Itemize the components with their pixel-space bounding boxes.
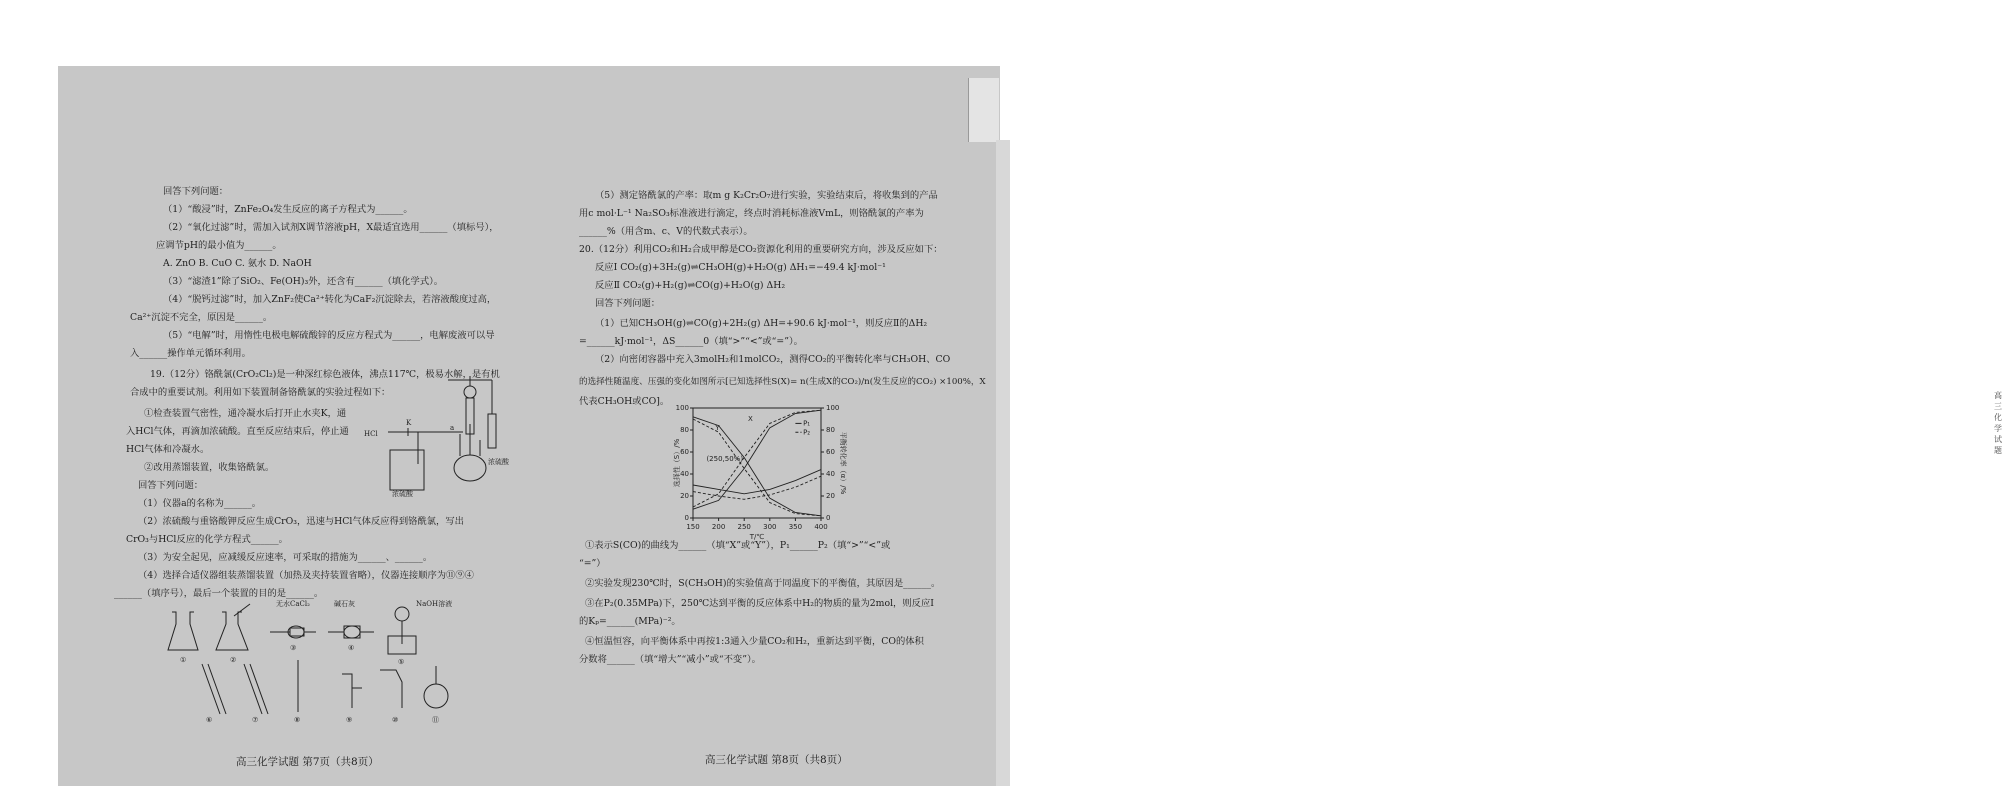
text-line: （5）“电解”时，用惰性电极电解硫酸锌的反应方程式为______，电解废液可以导 (163, 330, 495, 341)
text-line: 回答下列问题： (138, 480, 204, 491)
text-line: （3）为安全起见，应减缓反应速率，可采取的措施为______、______。 (138, 552, 433, 563)
text-line: 反应Ⅱ CO₂(g)+H₂(g)⇌CO(g)+H₂O(g) ΔH₂ (595, 280, 786, 291)
text-line: 合成中的重要试剂。利用如下装置制备铬酰氯的实验过程如下： (130, 387, 391, 398)
scanned-exam-sheet (58, 66, 1000, 786)
funnel-bulb (395, 607, 409, 621)
glassware-number: ③ (290, 644, 297, 652)
text-line: （1）“酸浸”时，ZnFe₂O₄发生反应的离子方程式为______。 (163, 204, 413, 215)
text-line: ①检查装置气密性，通冷凝水后打开止水夹K，通 (144, 408, 347, 419)
text-line: HCl气体和冷凝水。 (126, 444, 210, 455)
page-footer: 高三化学试题 第8页（共8页） (705, 754, 848, 766)
glassware-label: NaOH溶液 (416, 600, 453, 608)
conical-flask-1 (168, 612, 198, 650)
x-tick-label: 200 (711, 523, 726, 531)
glassware-number: ⑪ (432, 716, 439, 724)
series-line (693, 419, 821, 516)
text-line: ______（填序号），最后一个装置的目的是______。 (114, 588, 324, 599)
round-flask-11 (424, 684, 448, 708)
text-line: Ca²⁺沉淀不完全，原因是______。 (130, 312, 273, 323)
glassware-number: ⑤ (398, 658, 405, 666)
text-line: 回答下列问题： (595, 298, 661, 309)
hcl-label: HCl (364, 430, 378, 438)
curve-label-y: Y (715, 424, 720, 432)
stacked-paper-edge (968, 78, 999, 142)
y-tick-label-left: 80 (680, 426, 689, 434)
y-axis-label-right: 平衡转化率（α）/% (839, 431, 847, 495)
conc-acid-label: 浓硫酸 (488, 458, 509, 466)
text-line: （4）选择合适仪器组装蒸馏装置（加热及夹持装置省略），仪器连接顺序为⑪⑨④ (138, 570, 474, 581)
dropping-funnel (464, 386, 476, 398)
text-line: （4）“脱钙过滤”时，加入ZnF₂使Ca²⁺转化为CaF₂沉淀除去，若溶液酸度过高， (163, 294, 497, 305)
text-line: 应调节pH的最小值为______。 (156, 240, 282, 251)
x-tick-label: 250 (737, 523, 751, 531)
text-line: （2）“氧化过滤”时，需加入试剂X调节溶液pH，X最适宜选用______（填标号）， (163, 222, 499, 233)
text-line: ______%（用含m、c、V的代数式表示）。 (579, 226, 753, 237)
y-tick-label-left: 0 (684, 514, 689, 522)
y-tick-label-left: 60 (680, 448, 689, 456)
text-line: 20.（12分）利用CO₂和H₂合成甲醇是CO₂资源化利用的重要研究方向，涉及反应如下： (579, 244, 943, 255)
x-tick-label: 400 (814, 523, 828, 531)
conical-flask-2 (216, 612, 248, 650)
text-line: “=”） (579, 558, 606, 569)
text-line: ①表示S(CO)的曲线为______（填“X”或“Y”），P₁______P₂（填“>”“<”或 (585, 540, 891, 551)
text-line: 入______操作单元循环利用。 (130, 348, 251, 359)
selectivity-conversion-chart (673, 398, 853, 541)
x-tick-label: 350 (788, 523, 803, 531)
text-line: （1）已知CH₃OH(g)⇌CO(g)+2H₂(g) ΔH=+90.6 kJ·mol⁻¹，则反应Ⅱ的ΔH₂ (595, 318, 928, 329)
y-tick-label-right: 80 (826, 426, 835, 434)
text-line: ③在P₂(0.35MPa)下，250℃达到平衡的反应体系中H₂的物质的量为2mol，则反应Ⅰ (585, 598, 934, 609)
three-neck-flask (454, 455, 486, 481)
series-line (693, 476, 821, 499)
text-line: （2）向密闭容器中充入3molH₂和1molCO₂，测得CO₂的平衡转化率与CH₃OH、CO (595, 354, 951, 365)
text-line: 反应Ⅰ CO₂(g)+3H₂(g)⇌CH₃OH(g)+H₂O(g) ΔH₁=−49.4 kJ·mol⁻¹ (595, 262, 886, 273)
y-axis-label-left: 选择性（S）/% (673, 438, 681, 488)
y-tick-label-right: 0 (826, 514, 831, 522)
a-label: a (450, 424, 455, 432)
page-8 (533, 66, 998, 786)
x-axis-label: T/℃ (749, 533, 765, 541)
y-tick-label-right: 40 (826, 470, 835, 478)
adapter-9 (342, 674, 362, 708)
text-line: A. ZnO B. CuO C. 氨水 D. NaOH (163, 258, 312, 269)
legend-label: P₂ (803, 428, 811, 437)
x-tick-label: 150 (686, 523, 700, 531)
drying-tube-soda-lime (328, 626, 374, 638)
text-line: 代表CH₃OH或CO]。 (579, 396, 670, 407)
legend-label: P₁ (803, 419, 811, 428)
y-tick-label-left: 40 (680, 470, 689, 478)
y-tick-label-right: 100 (826, 404, 840, 412)
k-label: K (406, 419, 412, 427)
text-line: CrO₃与HCl反应的化学方程式______。 (126, 534, 288, 545)
glassware-number: ⑨ (346, 716, 353, 724)
acid-label: 浓硫酸 (392, 490, 413, 498)
text-line: （5）测定铬酰氯的产率：取m g K₂Cr₂O₇进行实验，实验结束后，将收集到的产品 (595, 190, 938, 201)
text-line: =______kJ·mol⁻¹，ΔS______0（填“>”“<”或“=”）。 (579, 336, 803, 347)
side-condenser (488, 414, 496, 448)
text-line: 入HCl气体，再滴加浓硫酸。直至反应结束后，停止通 (126, 426, 349, 437)
glassware-number: ④ (348, 644, 355, 652)
text-line: （3）“滤渣1”除了SiO₂、Fe(OH)₃外，还含有______（填化学式）。 (163, 276, 444, 287)
plot-frame (693, 408, 821, 518)
glassware-label: 碱石灰 (334, 600, 355, 608)
glassware-label: 无水CaCl₂ (276, 600, 310, 608)
y-tick-label-left: 100 (675, 404, 689, 412)
text-line: ②改用蒸馏装置，收集铬酰氯。 (144, 462, 275, 473)
edge-text: 高三化学试题 (1994, 391, 2002, 455)
text-line: （1）仪器a的名称为______。 (138, 498, 262, 509)
text-line: （2）浓硫酸与重铬酸钾反应生成CrO₃，迅速与HCl气体反应得到铬酰氯，写出 (138, 516, 464, 527)
series-line (693, 470, 821, 494)
curve-label-x: X (747, 415, 753, 424)
text-line: 19.（12分）铬酰氯(CrO₂Cl₂)是一种深红棕色液体，沸点117℃，极易水解，是有机 (150, 369, 500, 380)
glassware-number: ⑦ (252, 716, 259, 724)
page-7 (58, 66, 528, 786)
text-line: 回答下列问题： (163, 186, 229, 197)
glassware-options-diagram (166, 592, 506, 722)
stacked-paper-side (996, 140, 2002, 786)
y-tick-label-right: 60 (826, 448, 835, 456)
glassware-number: ⑧ (294, 716, 301, 724)
y-tick-label-right: 20 (826, 492, 835, 500)
series-line (693, 417, 821, 516)
glassware-number: ⑥ (206, 716, 213, 724)
glassware-number: ① (180, 656, 187, 664)
reaction-apparatus-diagram (348, 384, 518, 496)
y-tick-label-left: 20 (680, 492, 689, 500)
glassware-number: ② (230, 656, 237, 664)
text-line: 分数将______（填“增大”“减小”或“不变”）。 (579, 654, 761, 665)
page-footer: 高三化学试题 第7页（共8页） (236, 756, 379, 768)
text-line: 的选择性随温度、压强的变化如图所示[已知选择性S(X)= n(生成X的CO₂)/n(发生反应的CO₂) ×100%，X (579, 377, 986, 387)
acid-bottle (390, 450, 424, 490)
text-line: ②实验发现230℃时，S(CH₃OH)的实验值高于同温度下的平衡值，其原因是______。 (585, 578, 941, 589)
text-line: ④恒温恒容，向平衡体系中再按1:3通入少量CO₂和H₂，重新达到平衡，CO的体积 (585, 636, 924, 647)
x-tick-label: 300 (763, 523, 777, 531)
text-line: 的Kₚ=______(MPa)⁻²。 (579, 616, 681, 627)
adapter-10 (380, 670, 402, 708)
glassware-number: ⑩ (392, 716, 399, 724)
text-line: 用c mol·L⁻¹ Na₂SO₃标准液进行滴定，终点时消耗标准液VmL，则铬酰氯的产率为 (579, 208, 924, 219)
point-annotation: (250,50%) (706, 454, 744, 463)
drying-tube-cacl2 (270, 628, 316, 636)
